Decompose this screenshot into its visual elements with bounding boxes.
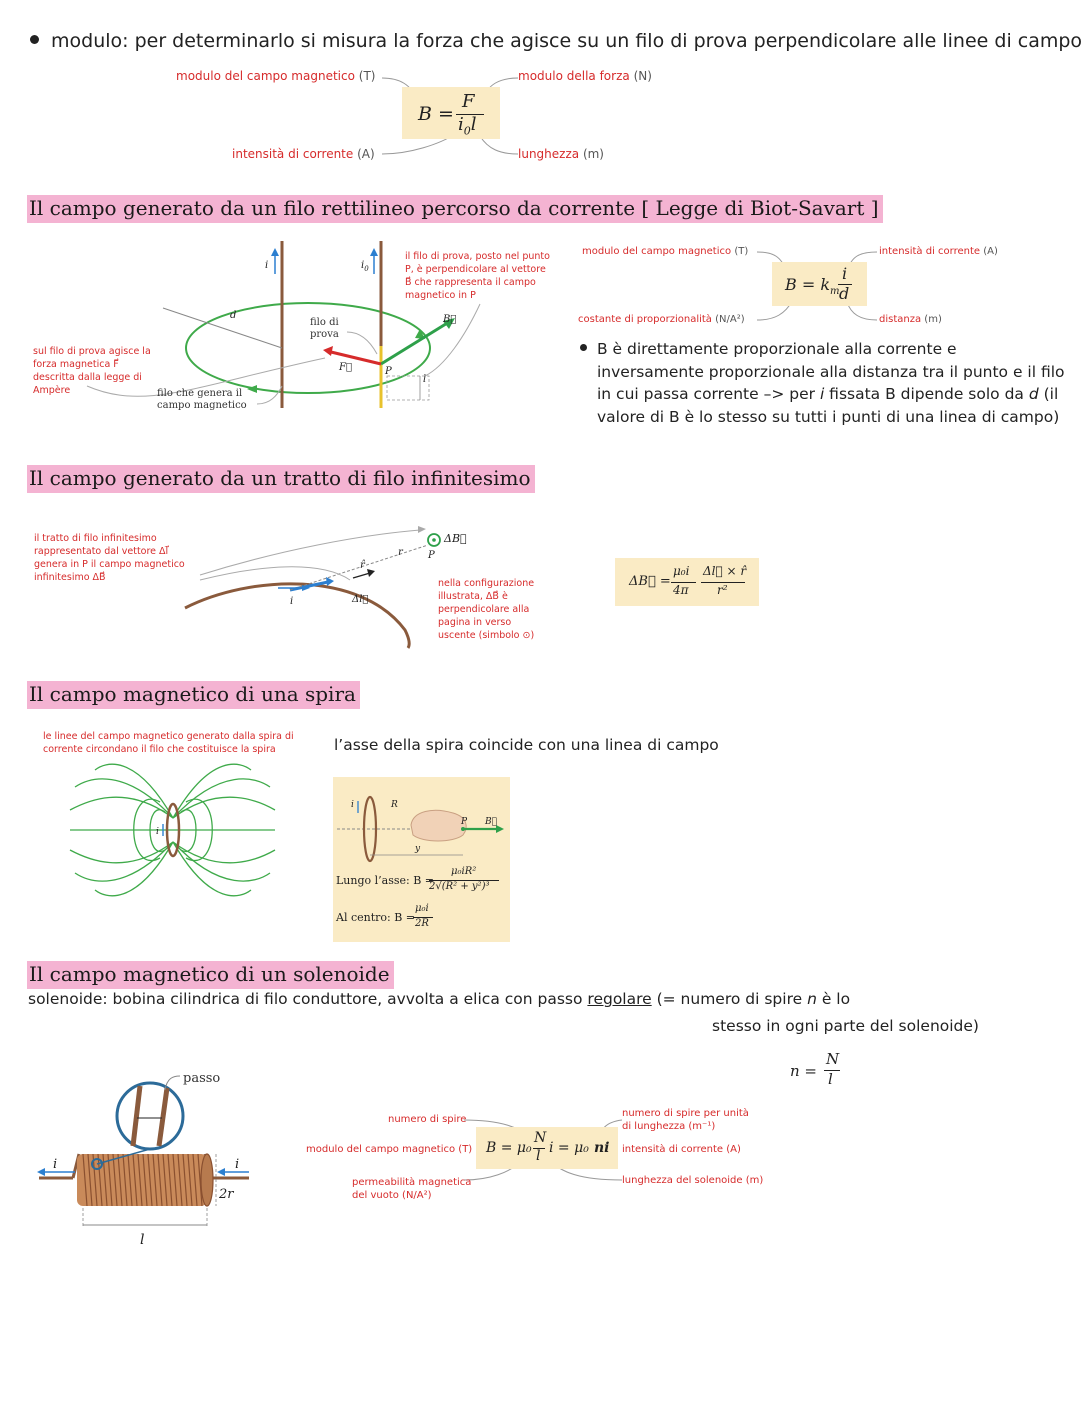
sym-i: i [351, 800, 354, 810]
modulo-bullet-text: modulo: per determinarlo si misura la forza che agisce su un filo di prova perpendicolare alle linee di campo [51, 30, 1082, 52]
formula-modulo-campo: B = F $i_0l$ [402, 87, 500, 139]
sym-i: i [235, 1157, 240, 1172]
figure-spira-formula-box: i R P B⃗ y Lungo l’asse: B = μ₀iR² 2√(R² + y²)³ Al centro: B = μ₀i 2R [333, 777, 510, 942]
figure-linee-spira [65, 762, 280, 897]
bullet-dot [580, 344, 587, 351]
formula-solenoide: B = μ₀ N l i = μ₀ ni [476, 1127, 618, 1169]
sym-l: l [140, 1232, 145, 1248]
label-lunghezza: lunghezza (m) [518, 147, 604, 161]
formula-n: n = N l [790, 1050, 840, 1088]
label-forza-ampere: sul filo di prova agisce la forza magnetica F⃗ descritta dalla legge di Ampère [33, 346, 151, 396]
sym-R: R [391, 800, 398, 810]
figure-spira-asse [333, 777, 510, 862]
sym-B: B⃗ [485, 817, 498, 827]
label-solenoide-campo: modulo del campo magnetico (T) [306, 1144, 473, 1155]
sym-dl: Δl⃗ [352, 594, 369, 605]
label-biot-corrente: intensità di corrente (A) [879, 246, 998, 257]
label-passo: passo [183, 1071, 221, 1086]
label-numero-spire: numero di spire [388, 1114, 467, 1125]
section2-title: Il campo generato da un tratto di filo infinitesimo [27, 465, 535, 493]
sym-rhat: r̂ [360, 560, 365, 571]
sym-d: d [230, 310, 237, 321]
label-filo-genera: filo che genera il campo magnetico [157, 388, 247, 411]
sym-2r: 2r [219, 1187, 234, 1202]
sym-B: B⃗ [443, 314, 457, 325]
modulo-bullet [30, 30, 1082, 52]
solenoide-definizione: solenoide: bobina cilindrica di filo conduttore, avvolta a elica con passo regolare (= numero di spire n è lo [28, 990, 851, 1008]
section3-title: Il campo magnetico di una spira [27, 681, 360, 709]
label-modulo-forza: modulo della forza (N) [518, 69, 652, 83]
label-tratto-infinitesimo: il tratto di filo infinitesimo rappresentato dal vettore Δl⃗ genera in P il campo magnetico infinitesimo ΔB⃗ [34, 533, 185, 583]
sym-P: P [428, 550, 435, 561]
sym-F: F⃗ [339, 362, 352, 373]
solenoide-definizione-2: stesso in ogni parte del solenoide) [712, 1017, 979, 1035]
figure-tratto-infinitesimo [180, 520, 467, 655]
label-biot-costante: costante di proporzionalità (N/A²) [578, 314, 745, 325]
sym-y: y [415, 844, 421, 854]
label-biot-campo: modulo del campo magnetico (T) [582, 246, 749, 257]
sym-dB: ΔB⃗ [444, 532, 467, 545]
label-permeabilita: permeabilità magnetica del vuoto (N/A²) [352, 1177, 472, 1201]
section1-title: Il campo generato da un filo rettilineo percorso da corrente [ Legge di Biot-Savart ] [27, 195, 883, 223]
label-lunghezza-solenoide: lunghezza del solenoide (m) [622, 1175, 764, 1186]
label-intensita-corrente: intensità di corrente (A) [232, 147, 375, 161]
label-linee-spira: le linee del campo magnetico generato dalla spira di corrente circondano il filo che costituisce la spira [43, 731, 294, 755]
sym-l: l [423, 374, 427, 385]
sym-i: i [265, 260, 269, 271]
section4-title: Il campo magnetico di un solenoide [27, 961, 394, 989]
sym-i: i [290, 596, 294, 607]
label-solenoide-corrente: intensità di corrente (A) [622, 1144, 741, 1155]
figure-solenoide [35, 1068, 265, 1253]
label-modulo-campo: modulo del campo magnetico (T) [176, 69, 376, 83]
bullet-dot [30, 35, 39, 44]
label-prova-posto: il filo di prova, posto nel punto P, è perpendicolare al vettore B⃗ che rappresenta il campo magnetico in P [405, 251, 550, 301]
label-filo-prova: filo di prova [310, 317, 339, 340]
sym-i: i [53, 1157, 58, 1172]
biot-bullet: B è direttamente proporzionale alla corrente e inversamente proporzionale alla distanza tra il punto e il filo in cui passa corrente –> per i fissata B dipende solo da d (il valore di B è lo stesso su tutti i punti di una linea di campo) [580, 338, 1065, 428]
asse-spira-text: l’asse della spira coincide con una linea di campo [334, 736, 719, 754]
sym-i0: $i_0$ [361, 260, 369, 273]
label-biot-distanza: distanza (m) [879, 314, 942, 325]
sym-P: P [385, 366, 392, 377]
label-spire-unita: numero di spire per unità di lunghezza (m⁻¹) [622, 1108, 749, 1132]
formula-delta-B: ΔB⃗ = μ₀i 4π Δl⃗ × r̂ r² [615, 558, 759, 606]
sym-i: i [156, 827, 159, 837]
label-configurazione: nella configurazione illustrata, ΔB⃗ è perpendicolare alla pagina in verso uscente (simbolo ⊙) [438, 578, 535, 641]
formula-biot-savart: $B = k_m$ i d [772, 262, 867, 306]
sym-P: P [461, 817, 468, 827]
sym-r: r [398, 547, 403, 558]
